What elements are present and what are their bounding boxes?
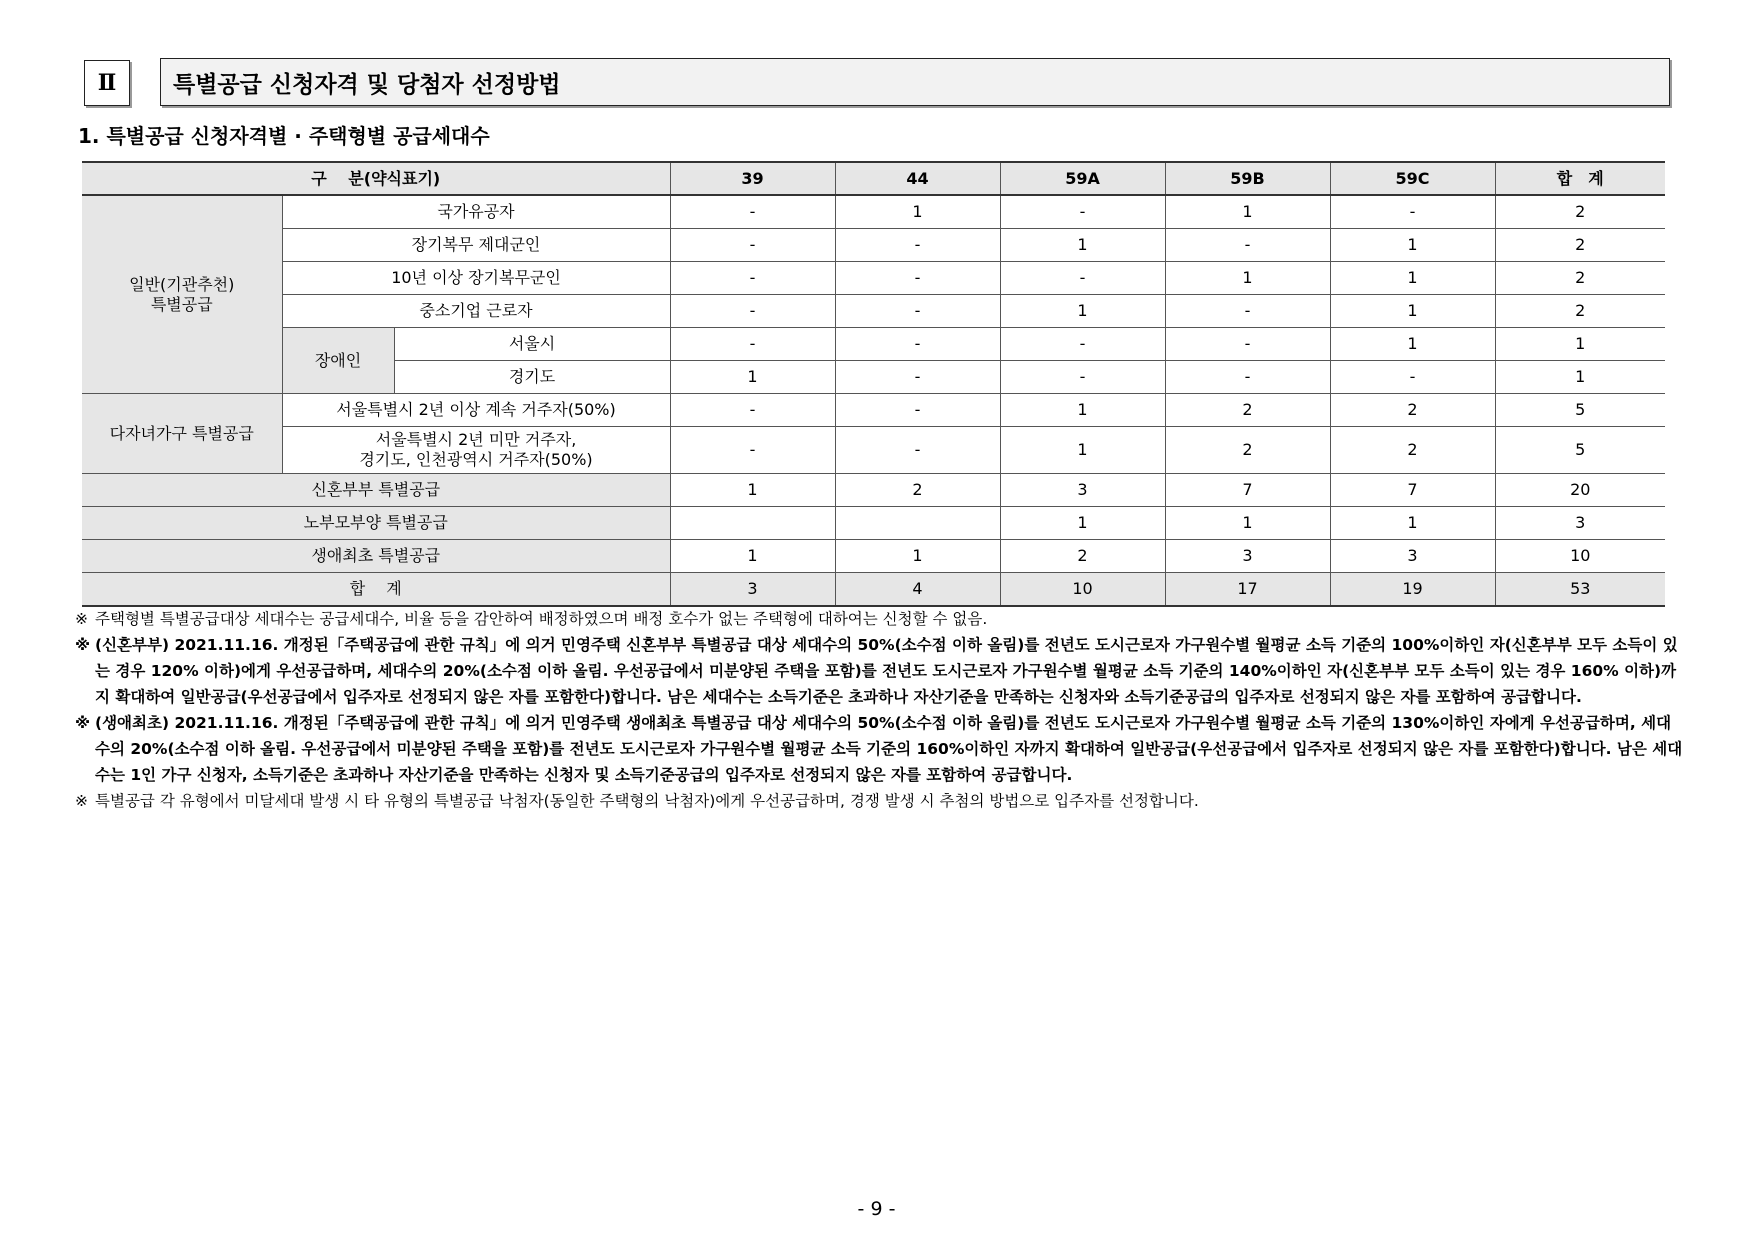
cell: - xyxy=(1165,295,1330,328)
cell-total: 20 xyxy=(1495,474,1665,507)
cell: - xyxy=(670,295,835,328)
table-row xyxy=(82,195,1665,229)
header-category: 구 분(약식표기) xyxy=(82,162,670,195)
row-label: 신혼부부 특별공급 xyxy=(82,474,670,507)
cell: 1 xyxy=(1330,295,1495,328)
cell-total: 1 xyxy=(1495,328,1665,361)
cell: 1 xyxy=(1330,229,1495,262)
page-number: - 9 - xyxy=(857,1198,896,1220)
cell-total: 10 xyxy=(1495,540,1665,573)
header-type: 39 xyxy=(670,162,835,195)
header-type: 59C xyxy=(1330,162,1495,195)
row-label: 합 계 xyxy=(82,573,670,607)
cell: 1 xyxy=(1330,328,1495,361)
row-label: 서울특별시 2년 이상 계속 거주자(50%) xyxy=(282,394,670,427)
table-row xyxy=(82,295,1665,328)
row-label: 중소기업 근로자 xyxy=(282,295,670,328)
cell: - xyxy=(670,262,835,295)
cell-total: 2 xyxy=(1495,229,1665,262)
cell: 2 xyxy=(835,474,1000,507)
row-label: 장기복무 제대군인 xyxy=(282,229,670,262)
header-type: 44 xyxy=(835,162,1000,195)
cell: 1 xyxy=(1000,507,1165,540)
cell-total: 3 xyxy=(1495,507,1665,540)
section-number: Ⅱ xyxy=(84,60,130,106)
note-text: 특별공급 각 유형에서 미달세대 발생 시 타 유형의 특별공급 낙첨자(동일한 주택형의 낙첨자)에게 우선공급하며, 경쟁 발생 시 추첨의 방법으로 입주자를 선정합니다. xyxy=(95,792,1199,810)
cell: 1 xyxy=(1000,229,1165,262)
note xyxy=(75,788,1685,814)
cell: 1 xyxy=(1000,295,1165,328)
cell-total: 5 xyxy=(1495,394,1665,427)
table-header-row xyxy=(82,162,1665,195)
cell xyxy=(835,507,1000,540)
row-label: 경기도 xyxy=(394,361,670,394)
cell: 2 xyxy=(1330,394,1495,427)
table-row xyxy=(82,474,1665,507)
cell: 1 xyxy=(1330,262,1495,295)
cell: 3 xyxy=(1000,474,1165,507)
cell: - xyxy=(1330,361,1495,394)
table-row xyxy=(82,427,1665,474)
note xyxy=(75,710,1685,788)
cell-total: 1 xyxy=(1495,361,1665,394)
group-general: 일반(기관추천) 특별공급 xyxy=(82,195,282,394)
cell: 7 xyxy=(1330,474,1495,507)
cell: - xyxy=(670,328,835,361)
cell: - xyxy=(835,361,1000,394)
table-total-row xyxy=(82,573,1665,607)
cell: - xyxy=(835,262,1000,295)
row-label: 서울시 xyxy=(394,328,670,361)
note xyxy=(75,606,1685,632)
cell: 1 xyxy=(670,361,835,394)
row-label: 노부모부양 특별공급 xyxy=(82,507,670,540)
cell: - xyxy=(835,427,1000,474)
cell: - xyxy=(670,229,835,262)
row-label: 서울특별시 2년 미만 거주자, 경기도, 인천광역시 거주자(50%) xyxy=(282,427,670,474)
cell: 1 xyxy=(1165,262,1330,295)
group-multichild: 다자녀가구 특별공급 xyxy=(82,394,282,474)
cell: - xyxy=(1165,361,1330,394)
note-text: (생애최초) 2021.11.16. 개정된「주택공급에 관한 규칙」에 의거 민영주택 생애최초 특별공급 대상 세대수의 50%(소수점 이하 올림)를 전년도 도시근로자 가구원수별 월평균 소득 기준의 130%이하인 자에게 우선공급하며, 세대수의 20%(소수점 이하 올림. 우선공급에서 미분양된 주택을 포함)를 전년도 도시근로자 가구원수별 월평균 소득 기준의 160%이하인 자까지 확대하여 일반공급(우선공급에서 입주자로 선정되지 않은 자를 포함한다)합니다. 남은 세대수는 1인 가구 신청자, 소득기준은 초과하나 자산기준을 만족하는 신청자 및 소득기준공급의 입주자로 선정되지 않은 자를 포함하여 공급합니다. xyxy=(95,714,1683,784)
row-label: 생애최초 특별공급 xyxy=(82,540,670,573)
cell-total: 5 xyxy=(1495,427,1665,474)
subsection-title: 1. 특별공급 신청자격별 · 주택형별 공급세대수 xyxy=(78,124,490,148)
note-mark: ※ xyxy=(75,636,91,654)
cell-total: 53 xyxy=(1495,573,1665,607)
note-text: (신혼부부) 2021.11.16. 개정된「주택공급에 관한 규칙」에 의거 민영주택 신혼부부 특별공급 대상 세대수의 50%(소수점 이하 올림)를 전년도 도시근로자 가구원수별 월평균 소득 기준의 100%이하인 자(신혼부부 모두 소득이 있는 경우 120% 이하)에게 우선공급하며, 세대수의 20%(소수점 이하 올림. 우선공급에서 미분양된 주택을 포함)를 전년도 도시근로자 가구원수별 월평균 소득 기준의 140%이하인 자(신혼부부 모두 소득이 있는 경우 160% 이하)까지 확대하여 일반공급(우선공급에서 입주자로 선정되지 않은 자를 포함한다)합니다. 남은 세대수는 소득기준은 초과하나 자산기준을 만족하는 신청자와 소득기준공급의 입주자로 선정되지 않은 자를 포함하여 공급합니다. xyxy=(95,636,1678,706)
table-row xyxy=(82,328,1665,361)
cell: 1 xyxy=(1000,394,1165,427)
cell: 19 xyxy=(1330,573,1495,607)
cell: 10 xyxy=(1000,573,1165,607)
cell: 3 xyxy=(1165,540,1330,573)
cell: - xyxy=(835,229,1000,262)
cell: 1 xyxy=(835,195,1000,229)
supply-table xyxy=(82,161,1665,607)
cell: - xyxy=(1000,195,1165,229)
cell: - xyxy=(1165,229,1330,262)
note-mark: ※ xyxy=(75,792,88,810)
cell-total: 2 xyxy=(1495,195,1665,229)
cell: - xyxy=(1000,262,1165,295)
cell: 1 xyxy=(670,474,835,507)
header-type: 59B xyxy=(1165,162,1330,195)
note-mark: ※ xyxy=(75,714,91,732)
cell: 1 xyxy=(670,540,835,573)
row-label: 국가유공자 xyxy=(282,195,670,229)
cell: - xyxy=(1000,361,1165,394)
cell: 1 xyxy=(1000,427,1165,474)
cell: 1 xyxy=(1165,195,1330,229)
cell: 2 xyxy=(1165,394,1330,427)
header-total: 합 계 xyxy=(1495,162,1665,195)
note xyxy=(75,632,1685,710)
cell: 1 xyxy=(835,540,1000,573)
cell: - xyxy=(835,295,1000,328)
cell: 2 xyxy=(1330,427,1495,474)
cell-total: 2 xyxy=(1495,262,1665,295)
cell: - xyxy=(670,195,835,229)
table-row xyxy=(82,262,1665,295)
notes xyxy=(75,606,1685,814)
cell: 1 xyxy=(1330,507,1495,540)
cell: - xyxy=(835,394,1000,427)
cell: - xyxy=(1000,328,1165,361)
header-type: 59A xyxy=(1000,162,1165,195)
note-text: 주택형별 특별공급대상 세대수는 공급세대수, 비율 등을 감안하여 배정하였으며 배정 호수가 없는 주택형에 대하여는 신청할 수 없음. xyxy=(95,610,988,628)
table-row xyxy=(82,229,1665,262)
cell: - xyxy=(1165,328,1330,361)
group-disabled: 장애인 xyxy=(282,328,394,394)
row-label: 10년 이상 장기복무군인 xyxy=(282,262,670,295)
cell: - xyxy=(1330,195,1495,229)
note-mark: ※ xyxy=(75,610,88,628)
cell: 3 xyxy=(670,573,835,607)
cell: 4 xyxy=(835,573,1000,607)
section-title: 특별공급 신청자격 및 당첨자 선정방법 xyxy=(160,58,1670,106)
table-row xyxy=(82,507,1665,540)
cell: 2 xyxy=(1165,427,1330,474)
cell: 7 xyxy=(1165,474,1330,507)
cell: 1 xyxy=(1165,507,1330,540)
cell: - xyxy=(835,328,1000,361)
cell xyxy=(670,507,835,540)
cell: 2 xyxy=(1000,540,1165,573)
cell: 17 xyxy=(1165,573,1330,607)
cell-total: 2 xyxy=(1495,295,1665,328)
table-row xyxy=(82,394,1665,427)
cell: 3 xyxy=(1330,540,1495,573)
cell: - xyxy=(670,427,835,474)
table-row xyxy=(82,540,1665,573)
cell: - xyxy=(670,394,835,427)
